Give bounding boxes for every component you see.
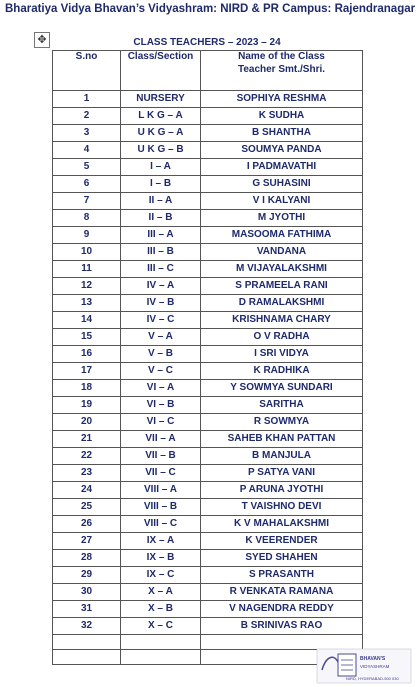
cell-sno: 24	[53, 482, 121, 499]
cell-sno: 29	[53, 567, 121, 584]
cell-teacher-name: K RADHIKA	[201, 363, 363, 380]
cell-teacher-name: M VIJAYALAKSHMI	[201, 261, 363, 278]
cell-teacher-name: T VAISHNO DEVI	[201, 499, 363, 516]
column-header-sno: S.no	[53, 51, 121, 91]
cell-class-section: VII – B	[121, 448, 201, 465]
cell-sno: 32	[53, 618, 121, 635]
cell-teacher-name: K VEERENDER	[201, 533, 363, 550]
table-header-row	[53, 51, 363, 91]
cell-sno: 17	[53, 363, 121, 380]
cell-class-section: IV – C	[121, 312, 201, 329]
document-header: Bharatiya Vidya Bhavan’s Vidyashram: NIRD & PR Campus: Rajendranagar	[5, 3, 416, 15]
cell-class-section: IX – C	[121, 567, 201, 584]
cell-sno: 21	[53, 431, 121, 448]
cell-class-section: VII – C	[121, 465, 201, 482]
cell-sno: 14	[53, 312, 121, 329]
cell-sno: 23	[53, 465, 121, 482]
table-row	[53, 125, 363, 142]
cell-sno: 12	[53, 278, 121, 295]
table-row	[53, 363, 363, 380]
column-header-class-section: Class/Section	[121, 51, 201, 91]
table-row	[53, 210, 363, 227]
cell-class-section: IV – B	[121, 295, 201, 312]
cell-teacher-name: SOPHIYA RESHMA	[201, 91, 363, 108]
cell-teacher-name: KRISHNAMA CHARY	[201, 312, 363, 329]
cell-class-section: I – A	[121, 159, 201, 176]
cell-class-section: I – B	[121, 176, 201, 193]
school-stamp-image	[316, 648, 412, 684]
cell-class-section: II – A	[121, 193, 201, 210]
table-row	[53, 550, 363, 567]
cell-class-section: VIII – A	[121, 482, 201, 499]
cell-sno: 31	[53, 601, 121, 618]
table-row	[53, 108, 363, 125]
cell-class-section: VI – B	[121, 397, 201, 414]
cell-class-section: IX – A	[121, 533, 201, 550]
cell-class-section: VIII – B	[121, 499, 201, 516]
cell-sno: 6	[53, 176, 121, 193]
cell-sno: 8	[53, 210, 121, 227]
cell-teacher-name: VANDANA	[201, 244, 363, 261]
table-row	[53, 465, 363, 482]
cell-class-section: L K G – A	[121, 108, 201, 125]
cell-sno: 18	[53, 380, 121, 397]
cell-class-section: III – B	[121, 244, 201, 261]
table-row	[53, 499, 363, 516]
cell-teacher-name: Y SOWMYA SUNDARI	[201, 380, 363, 397]
cell-teacher-name: V NAGENDRA REDDY	[201, 601, 363, 618]
cell-teacher-name: R SOWMYA	[201, 414, 363, 431]
table-row	[53, 584, 363, 601]
table-row	[53, 295, 363, 312]
empty-cell	[121, 635, 201, 650]
table-row	[53, 329, 363, 346]
cell-teacher-name: B SRINIVAS RAO	[201, 618, 363, 635]
empty-cell	[53, 650, 121, 665]
cell-teacher-name: G SUHASINI	[201, 176, 363, 193]
cell-sno: 4	[53, 142, 121, 159]
cell-teacher-name: O V RADHA	[201, 329, 363, 346]
cell-sno: 10	[53, 244, 121, 261]
cell-teacher-name: I PADMAVATHI	[201, 159, 363, 176]
table-row	[53, 601, 363, 618]
cell-sno: 19	[53, 397, 121, 414]
cell-class-section: II – B	[121, 210, 201, 227]
cell-teacher-name: B MANJULA	[201, 448, 363, 465]
cell-sno: 30	[53, 584, 121, 601]
table-row	[53, 414, 363, 431]
cell-teacher-name: K V MAHALAKSHMI	[201, 516, 363, 533]
cell-teacher-name: SOUMYA PANDA	[201, 142, 363, 159]
svg-text:NIRD, HYDERABAD-500 030: NIRD, HYDERABAD-500 030	[346, 676, 399, 681]
cell-teacher-name: M JYOTHI	[201, 210, 363, 227]
table-row	[53, 278, 363, 295]
cell-teacher-name: P SATYA VANI	[201, 465, 363, 482]
cell-sno: 5	[53, 159, 121, 176]
table-row	[53, 448, 363, 465]
table-row	[53, 261, 363, 278]
cell-teacher-name: S PRASANTH	[201, 567, 363, 584]
table-row	[53, 312, 363, 329]
table-row	[53, 618, 363, 635]
cell-sno: 7	[53, 193, 121, 210]
cell-class-section: VI – A	[121, 380, 201, 397]
table-row	[53, 431, 363, 448]
table-row	[53, 142, 363, 159]
table-row	[53, 567, 363, 584]
cell-class-section: V – B	[121, 346, 201, 363]
table-title: CLASS TEACHERS – 2023 – 24	[133, 37, 281, 48]
table-move-handle-icon[interactable]: ✥	[34, 32, 50, 48]
table-row	[53, 482, 363, 499]
table-row	[53, 397, 363, 414]
cell-teacher-name: V I KALYANI	[201, 193, 363, 210]
empty-cell	[53, 635, 121, 650]
cell-teacher-name: SAHEB KHAN PATTAN	[201, 431, 363, 448]
cell-class-section: IV – A	[121, 278, 201, 295]
cell-class-section: V – A	[121, 329, 201, 346]
svg-text:BHAVAN'S: BHAVAN'S	[360, 656, 386, 662]
cell-teacher-name: MASOOMA FATHIMA	[201, 227, 363, 244]
table-row	[53, 346, 363, 363]
table-row	[53, 244, 363, 261]
cell-sno: 2	[53, 108, 121, 125]
table-row	[53, 91, 363, 108]
table-row	[53, 176, 363, 193]
table-body	[53, 91, 363, 665]
cell-sno: 15	[53, 329, 121, 346]
cell-class-section: VII – A	[121, 431, 201, 448]
cell-class-section: NURSERY	[121, 91, 201, 108]
cell-sno: 13	[53, 295, 121, 312]
cell-teacher-name: D RAMALAKSHMI	[201, 295, 363, 312]
cell-teacher-name: SYED SHAHEN	[201, 550, 363, 567]
teacher-name-header-text: Name of the Class Teacher Smt./Shri.	[237, 51, 326, 75]
cell-class-section: X – C	[121, 618, 201, 635]
cell-sno: 9	[53, 227, 121, 244]
table-row	[53, 159, 363, 176]
cell-sno: 16	[53, 346, 121, 363]
table-row	[53, 380, 363, 397]
cell-class-section: X – B	[121, 601, 201, 618]
cell-class-section: VIII – C	[121, 516, 201, 533]
cell-sno: 11	[53, 261, 121, 278]
cell-class-section: III – C	[121, 261, 201, 278]
cell-class-section: V – C	[121, 363, 201, 380]
table-row	[53, 516, 363, 533]
table-row	[53, 533, 363, 550]
table-row	[53, 227, 363, 244]
empty-cell	[121, 650, 201, 665]
cell-sno: 1	[53, 91, 121, 108]
class-teachers-table	[52, 50, 363, 665]
table-row	[53, 193, 363, 210]
cell-teacher-name: I SRI VIDYA	[201, 346, 363, 363]
cell-class-section: U K G – B	[121, 142, 201, 159]
cell-class-section: IX – B	[121, 550, 201, 567]
cell-class-section: U K G – A	[121, 125, 201, 142]
cell-sno: 27	[53, 533, 121, 550]
cell-teacher-name: B SHANTHA	[201, 125, 363, 142]
column-header-teacher-name	[201, 51, 363, 91]
cell-sno: 22	[53, 448, 121, 465]
cell-sno: 25	[53, 499, 121, 516]
cell-teacher-name: SARITHA	[201, 397, 363, 414]
cell-teacher-name: K SUDHA	[201, 108, 363, 125]
svg-text:VIDYASHRAM: VIDYASHRAM	[360, 664, 390, 669]
cell-class-section: III – A	[121, 227, 201, 244]
cell-teacher-name: S PRAMEELA RANI	[201, 278, 363, 295]
cell-class-section: X – A	[121, 584, 201, 601]
cell-class-section: VI – C	[121, 414, 201, 431]
cell-sno: 28	[53, 550, 121, 567]
cell-sno: 20	[53, 414, 121, 431]
cell-teacher-name: P ARUNA JYOTHI	[201, 482, 363, 499]
cell-teacher-name: R VENKATA RAMANA	[201, 584, 363, 601]
cell-sno: 3	[53, 125, 121, 142]
cell-sno: 26	[53, 516, 121, 533]
